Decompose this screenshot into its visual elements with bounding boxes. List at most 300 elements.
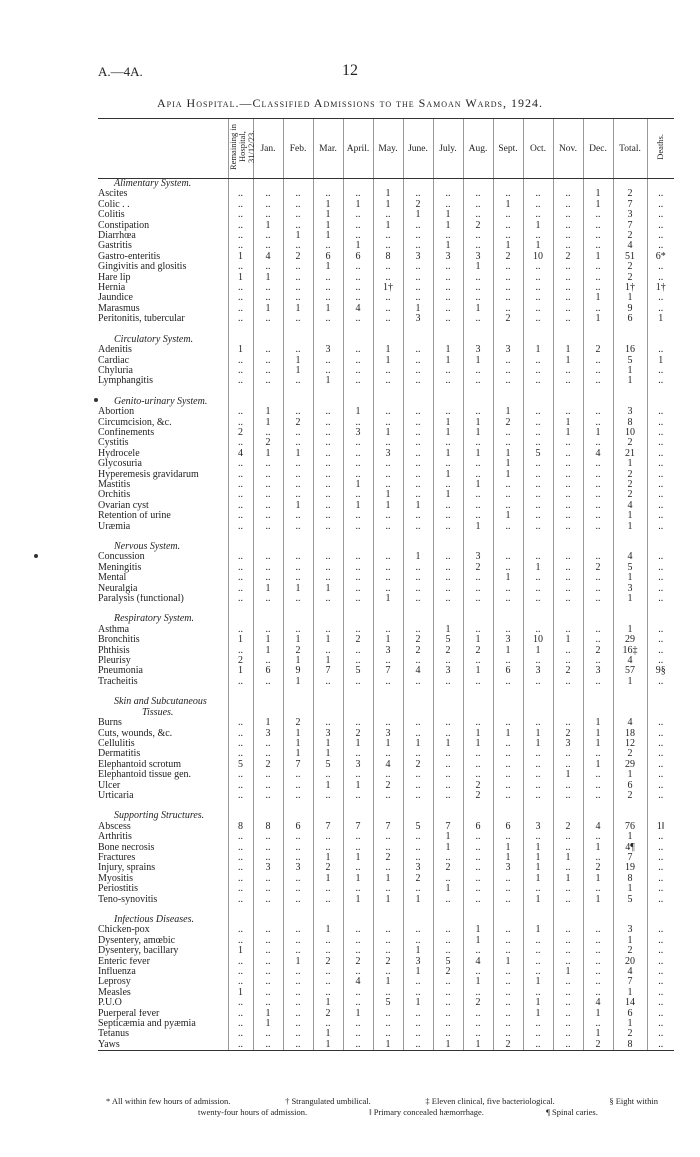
condition-name: Gastritis (98, 241, 132, 252)
value-cell: .. (583, 490, 613, 500)
value-cell: .. (647, 863, 674, 873)
value-cell: .. (283, 490, 313, 500)
spacer-cell (98, 801, 228, 811)
value-cell: .. (283, 563, 313, 573)
empty-cell (283, 397, 313, 407)
empty-cell (403, 335, 433, 345)
value-cell: .. (553, 781, 583, 791)
value-cell: .. (553, 584, 583, 594)
value-cell: 57 (613, 666, 647, 676)
value-cell: 6 (613, 314, 647, 324)
section-heading: Circulatory System. (114, 334, 194, 345)
value-cell: 5 (343, 666, 373, 676)
value-cell: .. (373, 770, 403, 780)
value-cell: .. (253, 490, 283, 500)
condition-name: Hernia (98, 283, 126, 294)
value-cell: 8 (613, 418, 647, 428)
value-cell: 1 (463, 739, 493, 749)
empty-cell (523, 542, 553, 552)
value-cell: .. (493, 501, 523, 511)
spacer-cell (613, 604, 647, 614)
value-cell: 2 (463, 781, 493, 791)
table-row (98, 490, 674, 500)
value-cell: .. (343, 770, 373, 780)
value-cell: 2 (313, 957, 343, 967)
empty-cell (253, 397, 283, 407)
value-cell: .. (253, 957, 283, 967)
condition-name: Influenza (98, 967, 136, 978)
empty-cell (283, 335, 313, 345)
condition-name: Bone necrosis (98, 842, 155, 853)
spacer-cell (463, 905, 493, 915)
value-cell: 6 (463, 822, 493, 832)
value-cell: .. (553, 832, 583, 842)
value-cell: 1 (433, 884, 463, 894)
value-cell: .. (493, 356, 523, 366)
condition-name: Abortion (98, 407, 135, 418)
condition-name: Chyluria (98, 365, 133, 376)
value-cell: .. (647, 438, 674, 448)
value-cell: .. (373, 241, 403, 251)
value-cell: 4 (583, 449, 613, 459)
value-cell: .. (228, 977, 253, 987)
spacer-cell (373, 325, 403, 335)
value-cell: 3 (523, 666, 553, 676)
value-cell: .. (523, 273, 553, 283)
value-cell: 7 (613, 221, 647, 231)
value-cell: .. (463, 895, 493, 905)
value-cell: .. (647, 470, 674, 480)
table-row (98, 936, 674, 946)
value-cell: .. (647, 189, 674, 199)
value-cell: 1 (433, 449, 463, 459)
value-cell: 1‖ (647, 822, 674, 832)
value-cell: 1 (313, 1029, 343, 1039)
value-cell: 1 (253, 449, 283, 459)
value-cell: .. (647, 718, 674, 728)
value-cell: .. (283, 998, 313, 1008)
spacer-cell (523, 687, 553, 697)
condition-name: Cellulitis (98, 738, 135, 749)
value-cell: .. (228, 1029, 253, 1039)
value-cell: 1 (373, 635, 403, 645)
value-cell: .. (253, 552, 283, 562)
value-cell: 1 (313, 304, 343, 314)
spacer-cell (553, 905, 583, 915)
spacer-cell (523, 325, 553, 335)
section-heading-row (98, 915, 674, 925)
value-cell: 1 (343, 853, 373, 863)
value-cell: .. (647, 729, 674, 739)
condition-name: Neuralgia (98, 583, 138, 594)
spacer-cell (433, 532, 463, 542)
value-cell: .. (373, 967, 403, 977)
condition-name: Hare lip (98, 272, 131, 283)
value-cell: .. (373, 749, 403, 759)
table-title (0, 96, 700, 111)
value-cell: 20 (613, 957, 647, 967)
table-row (98, 366, 674, 376)
footnote-6: ‖ Primary concealed hæmorrhage. (369, 1107, 484, 1117)
value-cell: 1 (523, 739, 553, 749)
value-cell: 2 (583, 646, 613, 656)
value-cell: 3 (583, 666, 613, 676)
value-cell: .. (523, 749, 553, 759)
value-cell: .. (523, 356, 553, 366)
value-cell: .. (647, 490, 674, 500)
spacer-cell (373, 687, 403, 697)
value-cell: .. (343, 563, 373, 573)
spacer-cell (647, 801, 674, 811)
table-row (98, 822, 674, 832)
footnote-3: ‡ Eleven clinical, five bacteriological. (425, 1096, 555, 1106)
value-cell: 3 (553, 739, 583, 749)
value-cell: 3 (433, 252, 463, 262)
value-cell: 4 (228, 449, 253, 459)
empty-cell (228, 708, 253, 718)
value-cell: .. (553, 221, 583, 231)
value-cell: .. (313, 573, 343, 583)
value-cell: .. (523, 407, 553, 417)
empty-cell (228, 542, 253, 552)
value-cell: .. (493, 884, 523, 894)
empty-cell (523, 397, 553, 407)
value-cell: .. (373, 936, 403, 946)
value-cell: 8 (613, 1040, 647, 1051)
column-header (227, 119, 256, 179)
value-cell: .. (553, 522, 583, 532)
value-cell: .. (583, 241, 613, 251)
spacer-cell (493, 325, 523, 335)
empty-cell (373, 335, 403, 345)
spacer-cell (647, 604, 674, 614)
empty-cell (583, 179, 613, 190)
value-cell: 21 (613, 449, 647, 459)
empty-cell (493, 708, 523, 718)
value-cell: .. (553, 210, 583, 220)
value-cell: 1 (553, 345, 583, 355)
value-cell: .. (647, 221, 674, 231)
condition-name: Colitis (98, 210, 125, 221)
condition-name: Orchitis (98, 490, 131, 501)
value-cell: .. (373, 946, 403, 956)
spacer-row (98, 387, 674, 397)
value-cell: .. (583, 407, 613, 417)
empty-cell (463, 397, 493, 407)
value-cell: .. (433, 407, 463, 417)
value-cell: 1 (343, 739, 373, 749)
value-cell: 4 (403, 666, 433, 676)
spacer-cell (228, 687, 253, 697)
empty-cell (613, 614, 647, 624)
value-cell: .. (403, 843, 433, 853)
condition-name: P.U.O (98, 998, 122, 1009)
spacer-cell (253, 387, 283, 397)
value-cell: .. (283, 884, 313, 894)
value-cell: .. (253, 241, 283, 251)
value-cell: .. (373, 366, 403, 376)
value-cell: 1 (583, 760, 613, 770)
value-cell: 1 (463, 449, 493, 459)
table-row (98, 646, 674, 656)
value-cell: .. (228, 459, 253, 469)
value-cell: 1 (253, 221, 283, 231)
value-cell: .. (313, 283, 343, 293)
value-cell: 1 (583, 252, 613, 262)
value-cell: .. (553, 304, 583, 314)
value-cell: .. (283, 832, 313, 842)
condition-name: Leprosy (98, 977, 131, 988)
value-cell: .. (228, 522, 253, 532)
spacer-cell (613, 687, 647, 697)
value-cell: 2 (553, 822, 583, 832)
value-cell: .. (433, 895, 463, 905)
value-cell: .. (283, 874, 313, 884)
spacer-cell (98, 532, 228, 542)
condition-name: Yaws (98, 1040, 228, 1051)
empty-cell (523, 915, 553, 925)
empty-cell (433, 542, 463, 552)
empty-cell (613, 811, 647, 821)
value-cell: .. (313, 625, 343, 635)
value-cell: .. (403, 241, 433, 251)
value-cell: 1 (583, 739, 613, 749)
value-cell: 2 (583, 1040, 613, 1051)
value-cell: .. (553, 449, 583, 459)
table-row (98, 459, 674, 469)
value-cell: 1 (463, 418, 493, 428)
value-cell: .. (373, 210, 403, 220)
section-heading: Alimentary System. (114, 178, 192, 189)
value-cell: .. (313, 563, 343, 573)
value-cell: .. (493, 936, 523, 946)
value-cell: .. (373, 791, 403, 801)
value-cell: 1 (313, 781, 343, 791)
condition-name: Arthritis (98, 832, 132, 843)
condition-name: Circumcision, &c. (98, 417, 172, 428)
value-cell: .. (583, 501, 613, 511)
value-cell: .. (647, 522, 674, 532)
value-cell: 2 (613, 231, 647, 241)
condition-name: Gastro-enteritis (98, 251, 161, 262)
value-cell: .. (647, 1040, 674, 1051)
value-cell: .. (493, 304, 523, 314)
condition-name: Paralysis (functional) (98, 594, 184, 605)
spacer-cell (433, 325, 463, 335)
condition-name: Tracheitis (98, 676, 138, 687)
value-cell: .. (403, 356, 433, 366)
value-cell: .. (433, 998, 463, 1008)
value-cell: .. (253, 594, 283, 604)
value-cell: .. (313, 418, 343, 428)
value-cell: .. (433, 1019, 463, 1029)
value-cell: .. (553, 646, 583, 656)
value-cell: 3 (433, 666, 463, 676)
value-cell: .. (403, 977, 433, 987)
value-cell: .. (403, 480, 433, 490)
value-cell: .. (583, 988, 613, 998)
condition-name: Abscess (98, 821, 131, 832)
value-cell: 1 (373, 1040, 403, 1051)
value-cell: 10 (523, 252, 553, 262)
value-cell: .. (283, 1009, 313, 1019)
column-header: Oct. (523, 119, 553, 179)
value-cell: .. (343, 522, 373, 532)
spacer-cell (313, 325, 343, 335)
value-cell: .. (283, 314, 313, 324)
empty-cell (583, 397, 613, 407)
empty-cell (613, 397, 647, 407)
value-cell: 6 (283, 822, 313, 832)
value-cell: .. (433, 480, 463, 490)
value-cell: 1 (433, 843, 463, 853)
value-cell: .. (493, 480, 523, 490)
value-cell: .. (403, 231, 433, 241)
value-cell: 2 (463, 791, 493, 801)
section-heading: Nervous System. (114, 542, 181, 552)
value-cell: 1 (493, 573, 523, 583)
value-cell: .. (283, 262, 313, 272)
value-cell: 1 (463, 1040, 493, 1051)
value-cell: .. (253, 459, 283, 469)
value-cell: 1 (553, 967, 583, 977)
value-cell: .. (523, 511, 553, 521)
value-cell: .. (228, 490, 253, 500)
value-cell: .. (583, 967, 613, 977)
value-cell: .. (523, 677, 553, 687)
condition-name: Urticaria (98, 790, 134, 801)
value-cell: .. (583, 376, 613, 386)
value-cell: .. (523, 459, 553, 469)
value-cell: 1 (283, 449, 313, 459)
value-cell: .. (647, 200, 674, 210)
value-cell: 1 (433, 625, 463, 635)
empty-cell (553, 708, 583, 718)
condition-name: Confinements (98, 427, 155, 438)
value-cell: 3 (613, 584, 647, 594)
value-cell: .. (433, 760, 463, 770)
value-cell: 5 (613, 563, 647, 573)
value-cell: .. (433, 718, 463, 728)
value-cell: .. (253, 925, 283, 935)
value-cell: 1 (553, 874, 583, 884)
value-cell: .. (283, 843, 313, 853)
value-cell: .. (583, 594, 613, 604)
value-cell: .. (343, 314, 373, 324)
value-cell: .. (493, 221, 523, 231)
value-cell: .. (403, 1009, 433, 1019)
value-cell: .. (403, 262, 433, 272)
value-cell: .. (523, 832, 553, 842)
value-cell: 5 (613, 356, 647, 366)
value-cell: .. (523, 552, 553, 562)
page-speck (94, 398, 98, 402)
value-cell: .. (493, 749, 523, 759)
column-header: Aug. (463, 119, 493, 179)
value-cell: 1 (433, 345, 463, 355)
value-cell: .. (403, 718, 433, 728)
table-row (98, 314, 674, 324)
value-cell: .. (283, 210, 313, 220)
value-cell: .. (283, 459, 313, 469)
value-cell: 1 (433, 241, 463, 251)
empty-cell (553, 397, 583, 407)
value-cell: .. (253, 210, 283, 220)
value-cell: .. (373, 293, 403, 303)
spacer-cell (343, 687, 373, 697)
value-cell: 2 (433, 967, 463, 977)
table-row (98, 573, 674, 583)
value-cell: .. (553, 241, 583, 251)
value-cell: .. (553, 760, 583, 770)
value-cell: 1 (583, 718, 613, 728)
value-cell: .. (343, 470, 373, 480)
value-cell: 1 (283, 957, 313, 967)
value-cell: 2 (373, 853, 403, 863)
value-cell: .. (403, 791, 433, 801)
value-cell: .. (647, 1019, 674, 1029)
value-cell: 7 (313, 822, 343, 832)
table-row (98, 1009, 674, 1019)
value-cell: .. (228, 739, 253, 749)
value-cell: .. (313, 843, 343, 853)
value-cell: .. (283, 946, 313, 956)
spacer-cell (98, 325, 228, 335)
value-cell: .. (463, 884, 493, 894)
value-cell: 1 (523, 998, 553, 1008)
value-cell: .. (403, 490, 433, 500)
value-cell: .. (647, 1029, 674, 1039)
value-cell: .. (313, 449, 343, 459)
table-row (98, 231, 674, 241)
value-cell: .. (253, 967, 283, 977)
value-cell: .. (343, 863, 373, 873)
empty-cell (463, 542, 493, 552)
value-cell: 7 (283, 760, 313, 770)
value-cell: 1 (343, 501, 373, 511)
value-cell: .. (463, 231, 493, 241)
value-cell: .. (523, 967, 553, 977)
empty-cell (493, 697, 523, 707)
value-cell: 1 (523, 843, 553, 853)
empty-cell (553, 915, 583, 925)
empty-cell (253, 915, 283, 925)
value-cell: 1 (313, 749, 343, 759)
spacer-cell (403, 687, 433, 697)
value-cell: 4 (613, 718, 647, 728)
value-cell: 1 (463, 262, 493, 272)
empty-cell (583, 697, 613, 707)
empty-cell (403, 397, 433, 407)
value-cell: .. (493, 189, 523, 199)
value-cell: .. (553, 998, 583, 1008)
value-cell: .. (493, 760, 523, 770)
value-cell: 1 (553, 635, 583, 645)
empty-cell (253, 179, 283, 190)
table-row (98, 977, 674, 987)
value-cell: .. (647, 884, 674, 894)
value-cell: .. (493, 791, 523, 801)
empty-cell (253, 614, 283, 624)
value-cell: 1 (228, 635, 253, 645)
empty-cell (647, 335, 674, 345)
spacer-cell (463, 325, 493, 335)
empty-cell (403, 179, 433, 190)
value-cell: 1 (313, 925, 343, 935)
value-cell: 2 (403, 874, 433, 884)
value-cell: 29 (613, 760, 647, 770)
value-cell: .. (253, 998, 283, 1008)
